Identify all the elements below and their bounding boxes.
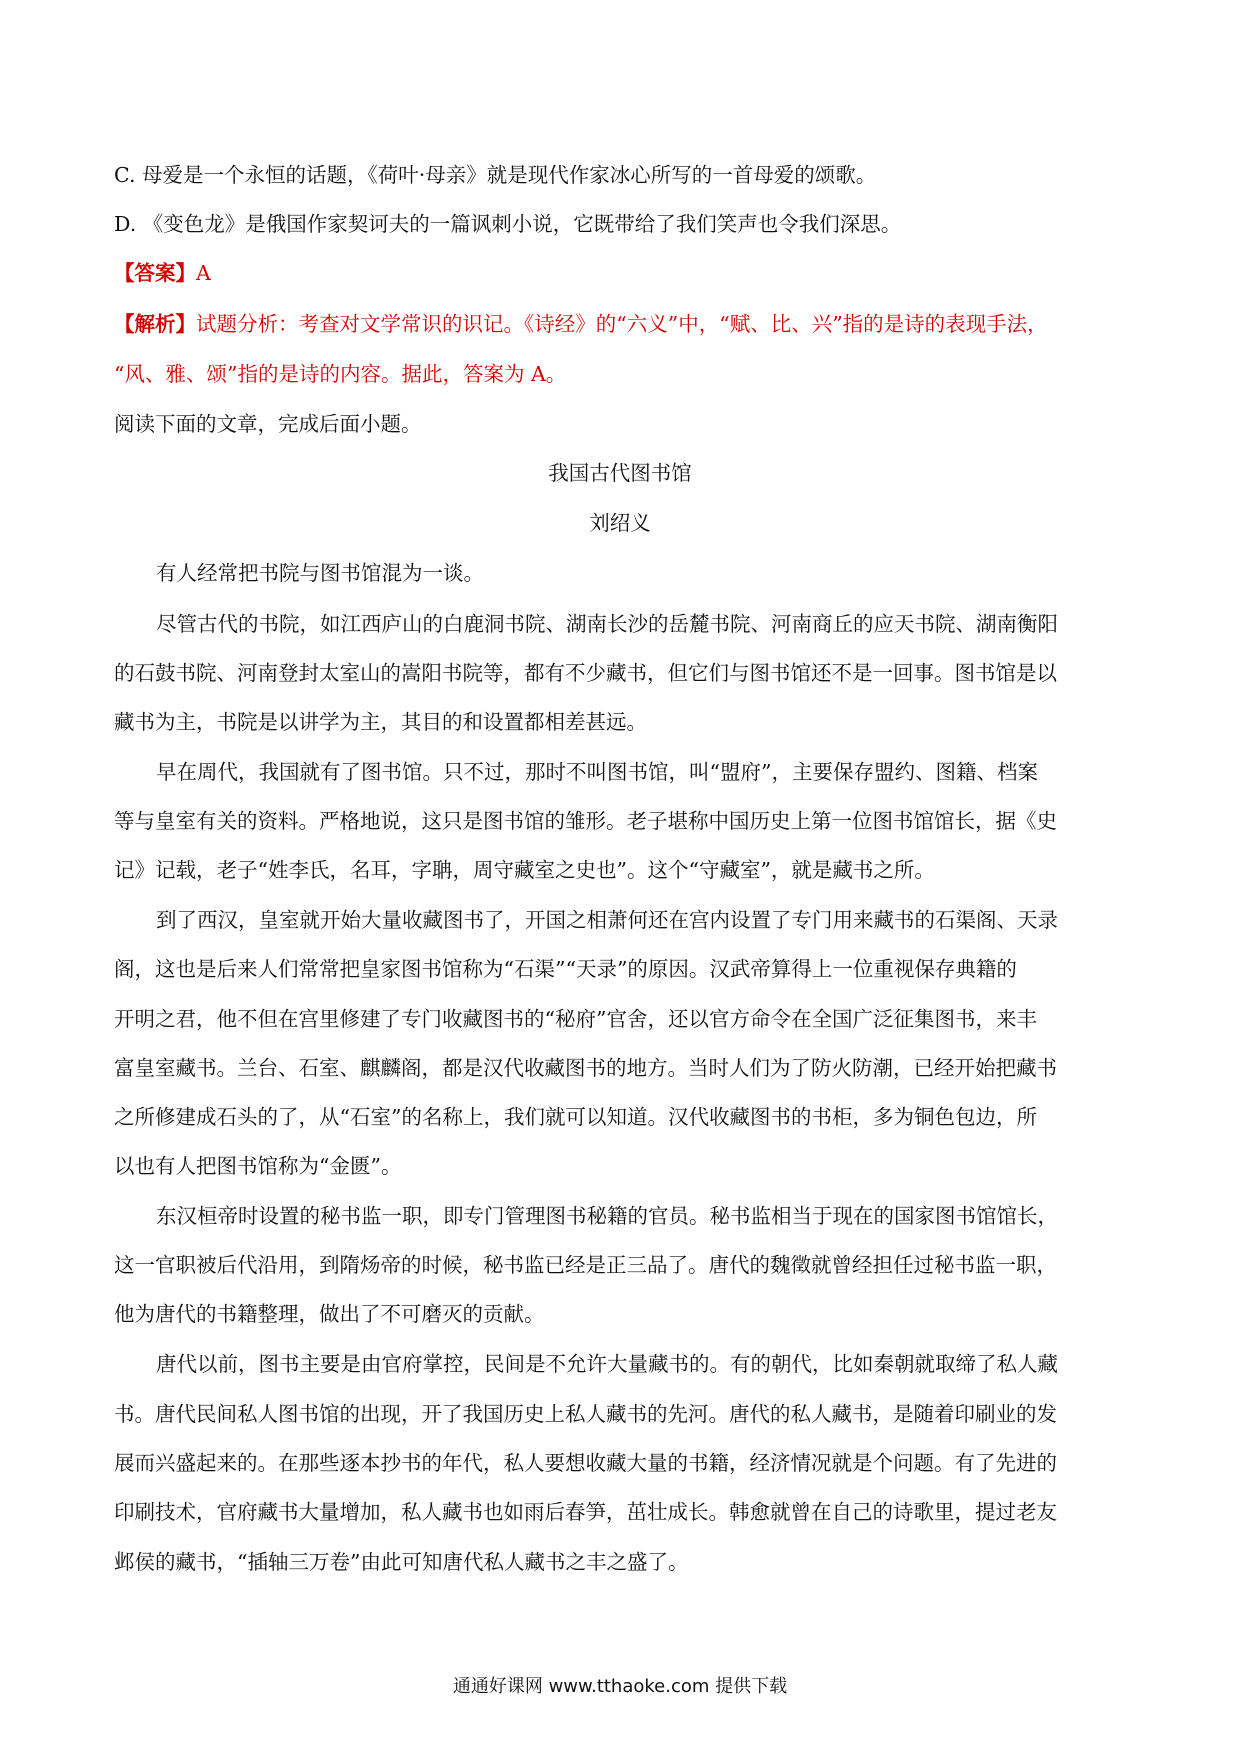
- paragraph-line: 之所修建成石头的了，从“石室”的名称上，我们就可以知道。汉代收藏图书的书柜，多为铜色包边，所: [114, 1105, 1037, 1129]
- paragraph-line: 这一官职被后代沿用，到隋炀帝的时候，秘书监已经是正三品了。唐代的魏徵就曾经担任过秘书监一职，: [114, 1253, 1057, 1277]
- paragraph-line: 早在周代，我国就有了图书馆。只不过，那时不叫图书馆，叫“盟府”，主要保存盟约、图籍、档案: [156, 760, 1038, 784]
- answer-label: 【答案】: [114, 261, 196, 285]
- paragraph-line: 阁，这也是后来人们常常把皇家图书馆称为“石渠”“天录”的原因。汉武帝算得上一位重视保存典籍的: [114, 957, 1017, 981]
- analysis-line-2: “风、雅、颂”指的是诗的内容。据此，答案为 A。: [114, 362, 567, 386]
- paragraph-line: 等与皇室有关的资料。严格地说，这只是图书馆的雏形。老子堪称中国历史上第一位图书馆馆长，据《史: [114, 809, 1057, 833]
- paragraph-line: 开明之君，他不但在宫里修建了专门收藏图书的“秘府”官舍，还以官方命令在全国广泛征集图书，来丰: [114, 1007, 1037, 1031]
- paragraph-line: 到了西汉，皇室就开始大量收藏图书了，开国之相萧何还在宫内设置了专门用来藏书的石渠阁、天录: [156, 908, 1058, 932]
- paragraph-line: 印刷技术，官府藏书大量增加，私人藏书也如雨后春笋，茁壮成长。韩愈就曾在自己的诗歌里，提过老友: [114, 1500, 1057, 1524]
- paragraph-line: 书。唐代民间私人图书馆的出现，开了我国历史上私人藏书的先河。唐代的私人藏书，是随着印刷业的发: [114, 1402, 1057, 1426]
- paragraph-line: 有人经常把书院与图书馆混为一谈。: [156, 561, 484, 585]
- paragraph-line: 的石鼓书院、河南登封太室山的嵩阳书院等，都有不少藏书，但它们与图书馆还不是一回事。图书馆是以: [114, 661, 1057, 685]
- paragraph-line: 东汉桓帝时设置的秘书监一职，即专门管理图书秘籍的官员。秘书监相当于现在的国家图书馆馆长，: [156, 1204, 1058, 1228]
- article-author: 刘绍义: [589, 511, 651, 535]
- answer-value: A: [196, 261, 211, 285]
- option-c: C. 母爱是一个永恒的话题，《荷叶·母亲》就是现代作家冰心所写的一首母爱的颂歌。: [114, 163, 877, 187]
- paragraph-line: 唐代以前，图书主要是由官府掌控，民间是不允许大量藏书的。有的朝代，比如秦朝就取缔了私人藏: [156, 1352, 1058, 1376]
- analysis-label: 【解析】: [114, 312, 196, 336]
- paragraph-line: 富皇室藏书。兰台、石室、麒麟阁，都是汉代收藏图书的地方。当时人们为了防火防潮，已经开始把藏书: [114, 1056, 1057, 1080]
- paragraph-line: 尽管古代的书院，如江西庐山的白鹿洞书院、湖南长沙的岳麓书院、河南商丘的应天书院、湖南衡阳: [156, 612, 1058, 636]
- paragraph-line: 他为唐代的书籍整理，做出了不可磨灭的贡献。: [114, 1302, 545, 1326]
- option-d: D. 《变色龙》是俄国作家契诃夫的一篇讽刺小说，它既带给了我们笑声也令我们深思。: [114, 212, 902, 236]
- paragraph-line: 邺侯的藏书，“插轴三万卷”由此可知唐代私人藏书之丰之盛了。: [114, 1550, 689, 1574]
- paragraph-line: 藏书为主，书院是以讲学为主，其目的和设置都相差甚远。: [114, 710, 647, 734]
- reading-instruction: 阅读下面的文章，完成后面小题。: [114, 412, 422, 436]
- paragraph-line: 记》记载，老子“姓李氏，名耳，字聃，周守藏室之史也”。这个“守藏室”，就是藏书之所。: [114, 858, 935, 882]
- paragraph-line: 展而兴盛起来的。在那些逐本抄书的年代，私人要想收藏大量的书籍，经济情况就是个问题。有了先进的: [114, 1451, 1057, 1475]
- analysis-text-1: 试题分析：考查对文学常识的识记。《诗经》的“六义”中，“赋、比、兴”指的是诗的表现手法，: [196, 312, 1048, 336]
- answer-line: [114, 258, 1124, 288]
- article-title: 我国古代图书馆: [548, 461, 692, 485]
- page-footer: 通通好课网 www.tthaoke.com 提供下载: [452, 1676, 788, 1697]
- analysis-line-1: [114, 309, 1124, 339]
- paragraph-line: 以也有人把图书馆称为“金匮”。: [114, 1154, 402, 1178]
